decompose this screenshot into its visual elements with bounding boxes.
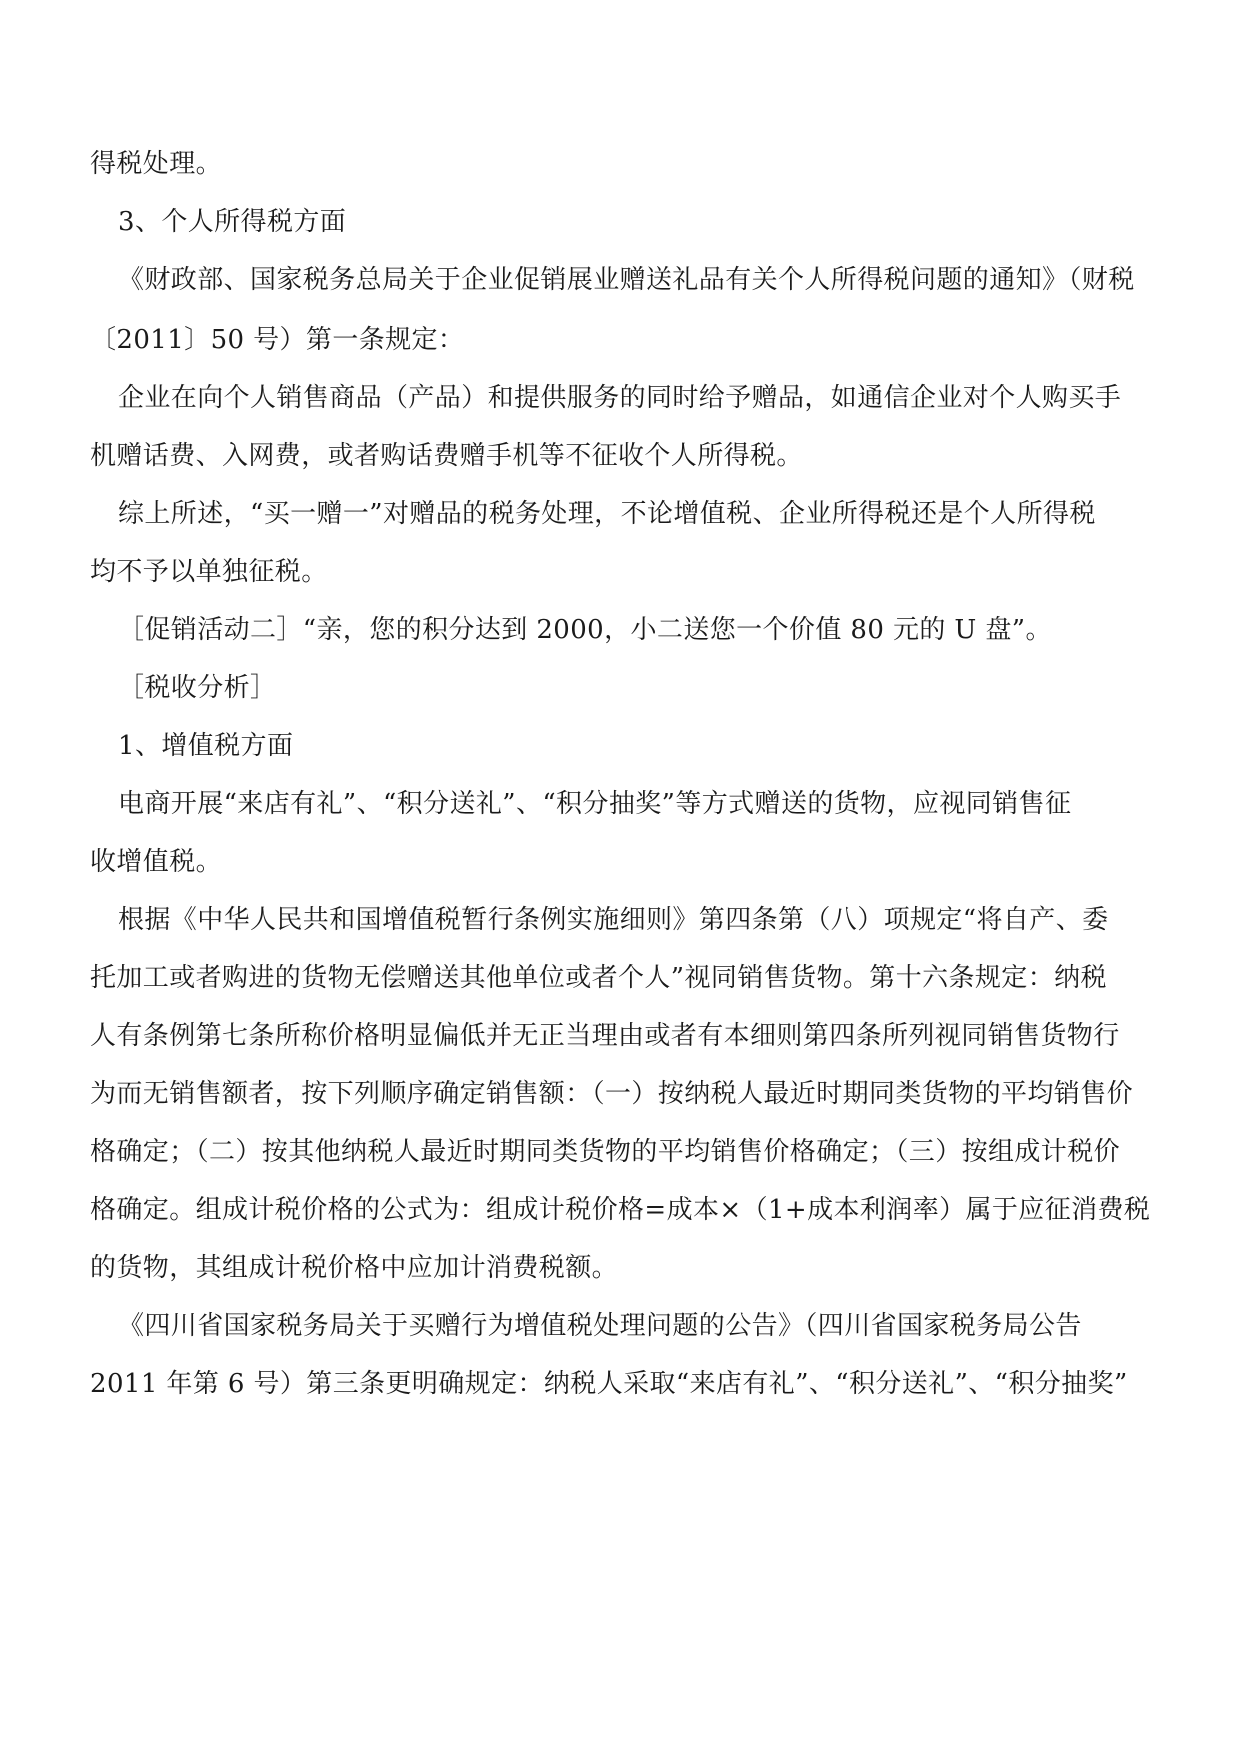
text-line: 收增值税。 [90, 847, 223, 877]
text-line: 〔2011〕50 号）第一条规定： [90, 325, 465, 355]
text-line: ［促销活动二］“亲，您的积分达到 2000，小二送您一个价值 80 元的 U 盘”。 [118, 615, 1052, 645]
text-line: 电商开展“来店有礼”、“积分送礼”、“积分抽奖”等方式赠送的货物，应视同销售征 [118, 789, 1072, 819]
text-line: 根据《中华人民共和国增值税暂行条例实施细则》第四条第（八）项规定“将自产、委 [118, 905, 1109, 935]
text-line: 《四川省国家税务局关于买赠行为增值税处理问题的公告》（四川省国家税务局公告 [118, 1311, 1082, 1341]
text-line: 的货物，其组成计税价格中应加计消费税额。 [90, 1253, 619, 1283]
section-heading: ［税收分析］ [118, 673, 277, 703]
text-line: 为而无销售额者，按下列顺序确定销售额：（一）按纳税人最近时期同类货物的平均销售价 [90, 1079, 1134, 1109]
text-line: 综上所述，“买一赠一”对赠品的税务处理，不论增值税、企业所得税还是个人所得税 [118, 499, 1096, 529]
text-line: 得税处理。 [90, 149, 223, 179]
text-line: 人有条例第七条所称价格明显偏低并无正当理由或者有本细则第四条所列视同销售货物行 [90, 1021, 1120, 1051]
text-line: 托加工或者购进的货物无偿赠送其他单位或者个人”视同销售货物。第十六条规定：纳税 [90, 963, 1107, 993]
text-line: 格确定。组成计税价格的公式为：组成计税价格=成本×（1+成本利润率）属于应征消费税 [90, 1195, 1151, 1225]
text-line: 格确定；（二）按其他纳税人最近时期同类货物的平均销售价格确定；（三）按组成计税价 [90, 1137, 1121, 1167]
section-heading: 3、个人所得税方面 [118, 207, 347, 237]
text-line: 机赠话费、入网费，或者购话费赠手机等不征收个人所得税。 [90, 441, 803, 471]
text-line: 《财政部、国家税务总局关于企业促销展业赠送礼品有关个人所得税问题的通知》（财税 [118, 265, 1135, 295]
text-line: 2011 年第 6 号）第三条更明确规定：纳税人采取“来店有礼”、“积分送礼”、“积分抽奖” [90, 1369, 1128, 1399]
text-line: 均不予以单独征税。 [90, 557, 328, 587]
text-line: 企业在向个人销售商品（产品）和提供服务的同时给予赠品，如通信企业对个人购买手 [118, 383, 1122, 413]
section-heading: 1、增值税方面 [118, 731, 294, 761]
